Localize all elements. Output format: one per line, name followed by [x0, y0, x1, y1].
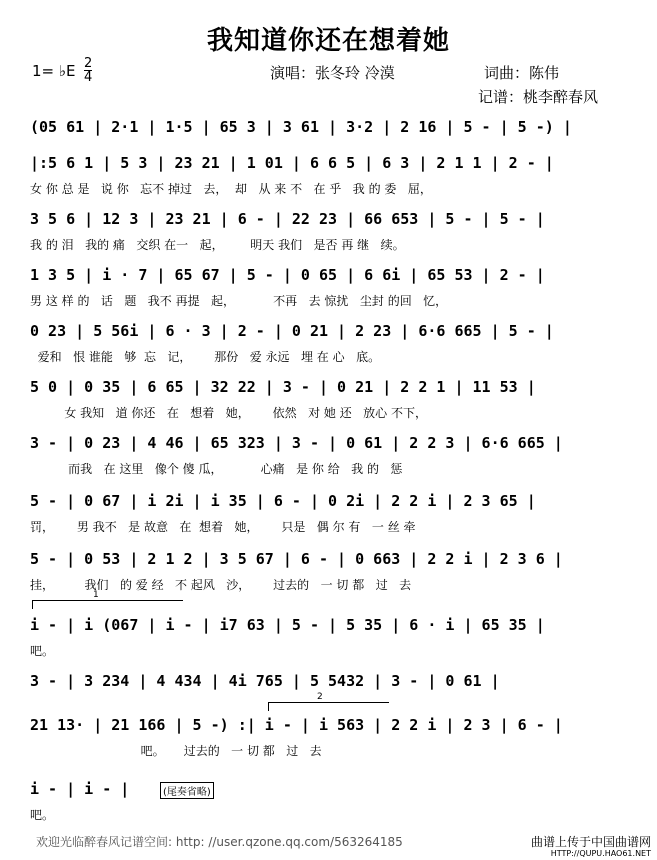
volta-1-bracket — [32, 590, 183, 609]
time-signature-bottom: 4 — [84, 70, 93, 85]
notes-line: 3 5 6 | 12 3 | 23 21 | 6 - | 22 23 | 66 653 | 5 - | 5 - | — [30, 210, 545, 228]
singer-credit: 演唱：张冬玲 冷漠 — [270, 64, 395, 82]
score-row-7 — [30, 434, 630, 484]
volta-2-label: 2 — [317, 692, 323, 702]
key-signature: 1= ♭E — [32, 62, 76, 80]
notes-line: i - | i - | — [30, 780, 130, 798]
score-row-11 — [30, 672, 630, 722]
score-row-9 — [30, 550, 630, 600]
notes-line: (05 61 | 2·1 | 1·5 | 65 3 | 3 61 | 3·2 | 2 16 | 5 - | 5 -) | — [30, 118, 572, 136]
score-row-6 — [30, 378, 630, 428]
notes-line: 1 3 5 | i · 7 | 65 67 | 5 - | 0 65 | 6 6i | 65 53 | 2 - | — [30, 266, 545, 284]
score-row-4 — [30, 266, 630, 316]
time-signature — [84, 57, 92, 84]
lyrics-line: 而我 在 这里 像个 傻 瓜， 心痛 是 你 给 我 的 惩 — [30, 462, 403, 476]
transcriber-credit: 记谱：桃李醉春风 — [478, 88, 599, 106]
score-row-10 — [30, 616, 630, 666]
watermark — [531, 836, 651, 860]
lyrics-line: 女 我知 道 你还 在 想着 她， 依然 对 她 还 放心 不下， — [30, 406, 427, 420]
lyrics-line: 女 你 总 是 说 你 忘不 掉过 去， 却 从 来 不 在 乎 我 的 委 屈， — [30, 182, 432, 196]
notes-line: 3 - | 3 234 | 4 434 | 4i 765 | 5 5432 | 3 - | 0 61 | — [30, 672, 500, 690]
lyrics-line: 男 这 样 的 话 题 我不 再提 起， 不再 去 惊扰 尘封 的回 忆， — [30, 294, 448, 308]
notes-line: 5 - | 0 53 | 2 1 2 | 3 5 67 | 6 - | 0 663 | 2 2 i | 2 3 6 | — [30, 550, 563, 568]
score-row-2 — [30, 154, 630, 204]
lyrics-line: 爱和 恨 谁能 够 忘 记， 那份 爱 永远 埋 在 心 底。 — [30, 350, 381, 364]
score-row-12 — [30, 716, 630, 766]
score-row-8 — [30, 492, 630, 542]
lyrics-line: 我 的 泪 我的 痛 交织 在一 起， 明天 我们 是否 再 继 续。 — [30, 238, 405, 252]
lyrics-line: 吧。 — [30, 644, 55, 658]
lyricist-credit: 词曲：陈伟 — [484, 64, 560, 82]
score-row-13 — [30, 780, 630, 830]
notes-line: |:5 6 1 | 5 3 | 23 21 | 1 01 | 6 6 5 | 6 3 | 2 1 1 | 2 - | — [30, 154, 554, 172]
watermark-line-2: HTTP://QUPU.HAO61.NET — [550, 849, 651, 858]
lyrics-line: 吧。 — [30, 808, 55, 822]
notes-line: 3 - | 0 23 | 4 46 | 65 323 | 3 - | 0 61 | 2 2 3 | 6·6 665 | — [30, 434, 563, 452]
notes-line: 21 13· | 21 166 | 5 -) :| i - | i 563 | 2 2 i | 2 3 | 6 - | — [30, 716, 563, 734]
tail-note: (尾奏省略) — [160, 782, 214, 799]
notes-line: 5 - | 0 67 | i 2i | i 35 | 6 - | 0 2i | 2 2 i | 2 3 65 | — [30, 492, 536, 510]
lyrics-line: 罚， 男 我不 是 故意 在 想着 她， 只是 偶 尔 有 一 丝 牵 — [30, 520, 416, 534]
song-title: 我知道你还在想着她 — [206, 26, 450, 56]
lyrics-line: 挂， 我们 的 爱 经 不 起风 沙， 过去的 一 切 都 过 去 — [30, 578, 412, 592]
score-row-5 — [30, 322, 630, 372]
score-row-3 — [30, 210, 630, 260]
footer-text: 欢迎光临醉春风记谱空间: http: //user.qzone.qq.com/563264185 — [36, 835, 403, 849]
watermark-line-1: 曲谱上传于中国曲谱网 — [530, 835, 651, 849]
notes-line: 0 23 | 5 56i | 6 · 3 | 2 - | 0 21 | 2 23 | 6·6 665 | 5 - | — [30, 322, 554, 340]
notes-line: i - | i (067 | i - | i7 63 | 5 - | 5 35 | 6 · i | 65 35 | — [30, 616, 545, 634]
notes-line: 5 0 | 0 35 | 6 65 | 32 22 | 3 - | 0 21 | 2 2 1 | 11 53 | — [30, 378, 536, 396]
volta-1-label: 1 — [93, 590, 99, 600]
time-signature-top: 2 — [84, 56, 93, 71]
lyrics-line: 吧。 过去的 一 切 都 过 去 — [30, 744, 322, 758]
volta-2-bracket — [268, 692, 389, 711]
